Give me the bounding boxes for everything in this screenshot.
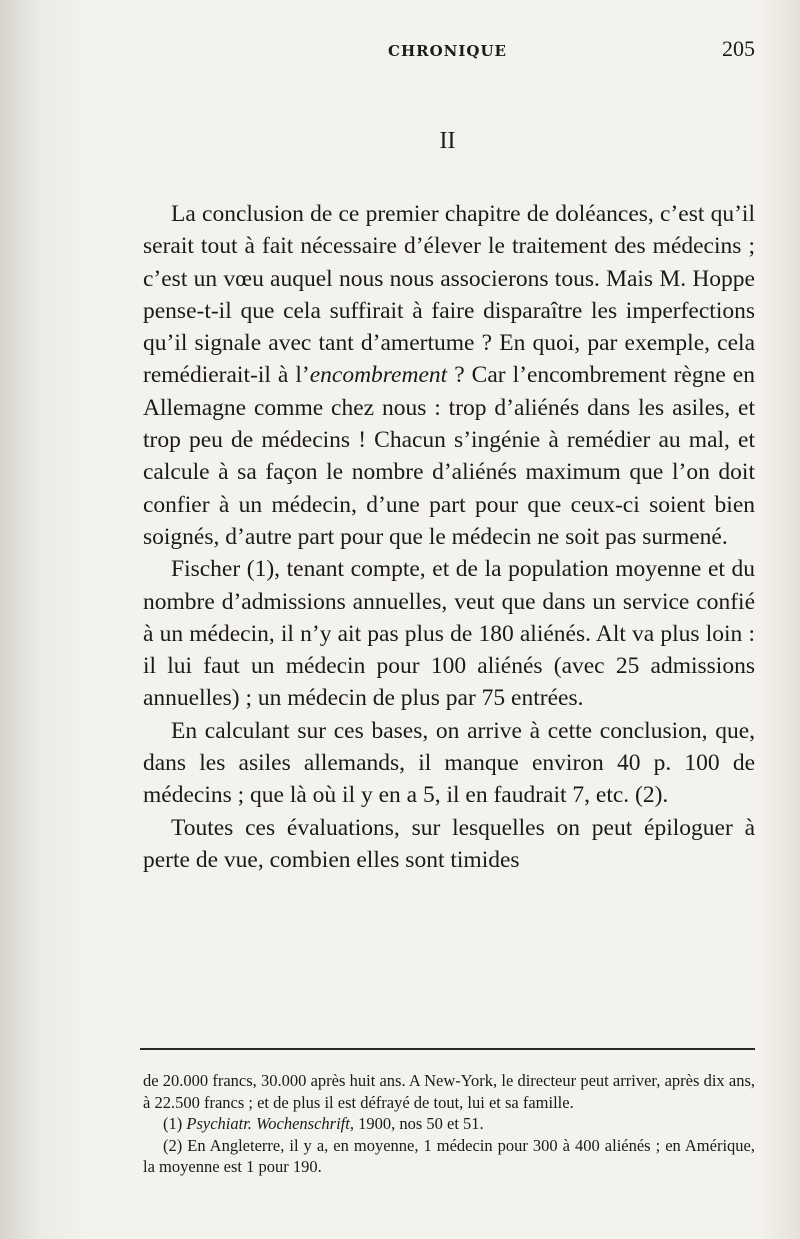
footnote-2: (2) En Angleterre, il y a, en moyenne, 1 médecin pour 300 à 400 aliénés ; en Amérique, la moyenne est 1 pour 190. [143, 1135, 755, 1176]
footnote-1 [143, 1113, 755, 1135]
running-head [140, 36, 755, 62]
section-numeral: II [439, 128, 456, 154]
paragraph-1 [143, 198, 755, 553]
footnote-rule [140, 1048, 755, 1050]
emphasis-encombrement: encombrement [309, 362, 448, 389]
footnote-1-journal: Psychiatr. Wochenschrift [186, 1114, 350, 1133]
paragraph-4: Toutes ces évaluations, sur lesquelles on peut épiloguer à perte de vue, combien elles sont timides [143, 814, 755, 873]
running-title: CHRONIQUE [388, 42, 507, 60]
page-number: 205 [722, 36, 755, 61]
footnotes [143, 1070, 755, 1178]
body-text [143, 198, 755, 876]
footnote-continued: de 20.000 francs, 30.000 après huit ans. A New-York, le directeur peut arriver, après dix ans, à 22.500 francs ; et de plus il est défrayé de tout, lui et sa famille. [143, 1071, 755, 1112]
paragraph-2: Fischer (1), tenant compte, et de la population moyenne et du nombre d’admissions annuelles, veut que dans un service confié à un médecin, il n’y ait pas plus de 180 aliénés. Alt va plus loin : il lui faut un médecin pour 100 aliénés (avec 25 admissions annuelles) ; un médecin de plus par 75 entrées. [143, 556, 755, 712]
paragraph-1-part-a: La conclusion de ce premier chapitre de doléances, c’est qu’il serait tout à fait nécessaire d’élever le traitement des médecins ; c’est un vœu auquel nous nous associerons tous. Mais M. Hoppe pense-t-il que cela suffirait à faire disparaître les imperfections qu’il signale avec tant d’amertume ? En quoi, par exemple, cela remédierait-il à l’ [143, 201, 755, 389]
paragraph-3: En calculant sur ces bases, on arrive à cette conclusion, que, dans les asiles allemands, il manque environ 40 p. 100 de médecins ; que là où il y en a 5, il en faudrait 7, etc. (2). [143, 717, 755, 809]
footnote-1-suffix: , 1900, nos 50 et 51. [349, 1114, 484, 1133]
paragraph-1-part-b: ? Car l’encombrement règne en Allemagne comme chez nous : trop d’aliénés dans les asiles, et trop peu de médecins ! Chacun s’ingénie à remédier au mal, et calcule à sa façon le nombre d’aliénés maximum que l’on doit confier à un médecin, d’une part pour que ceux-ci soient bien soignés, d’autre part pour que le médecin ne soit pas surmené. [143, 362, 755, 550]
footnote-1-prefix: (1) [163, 1114, 187, 1133]
